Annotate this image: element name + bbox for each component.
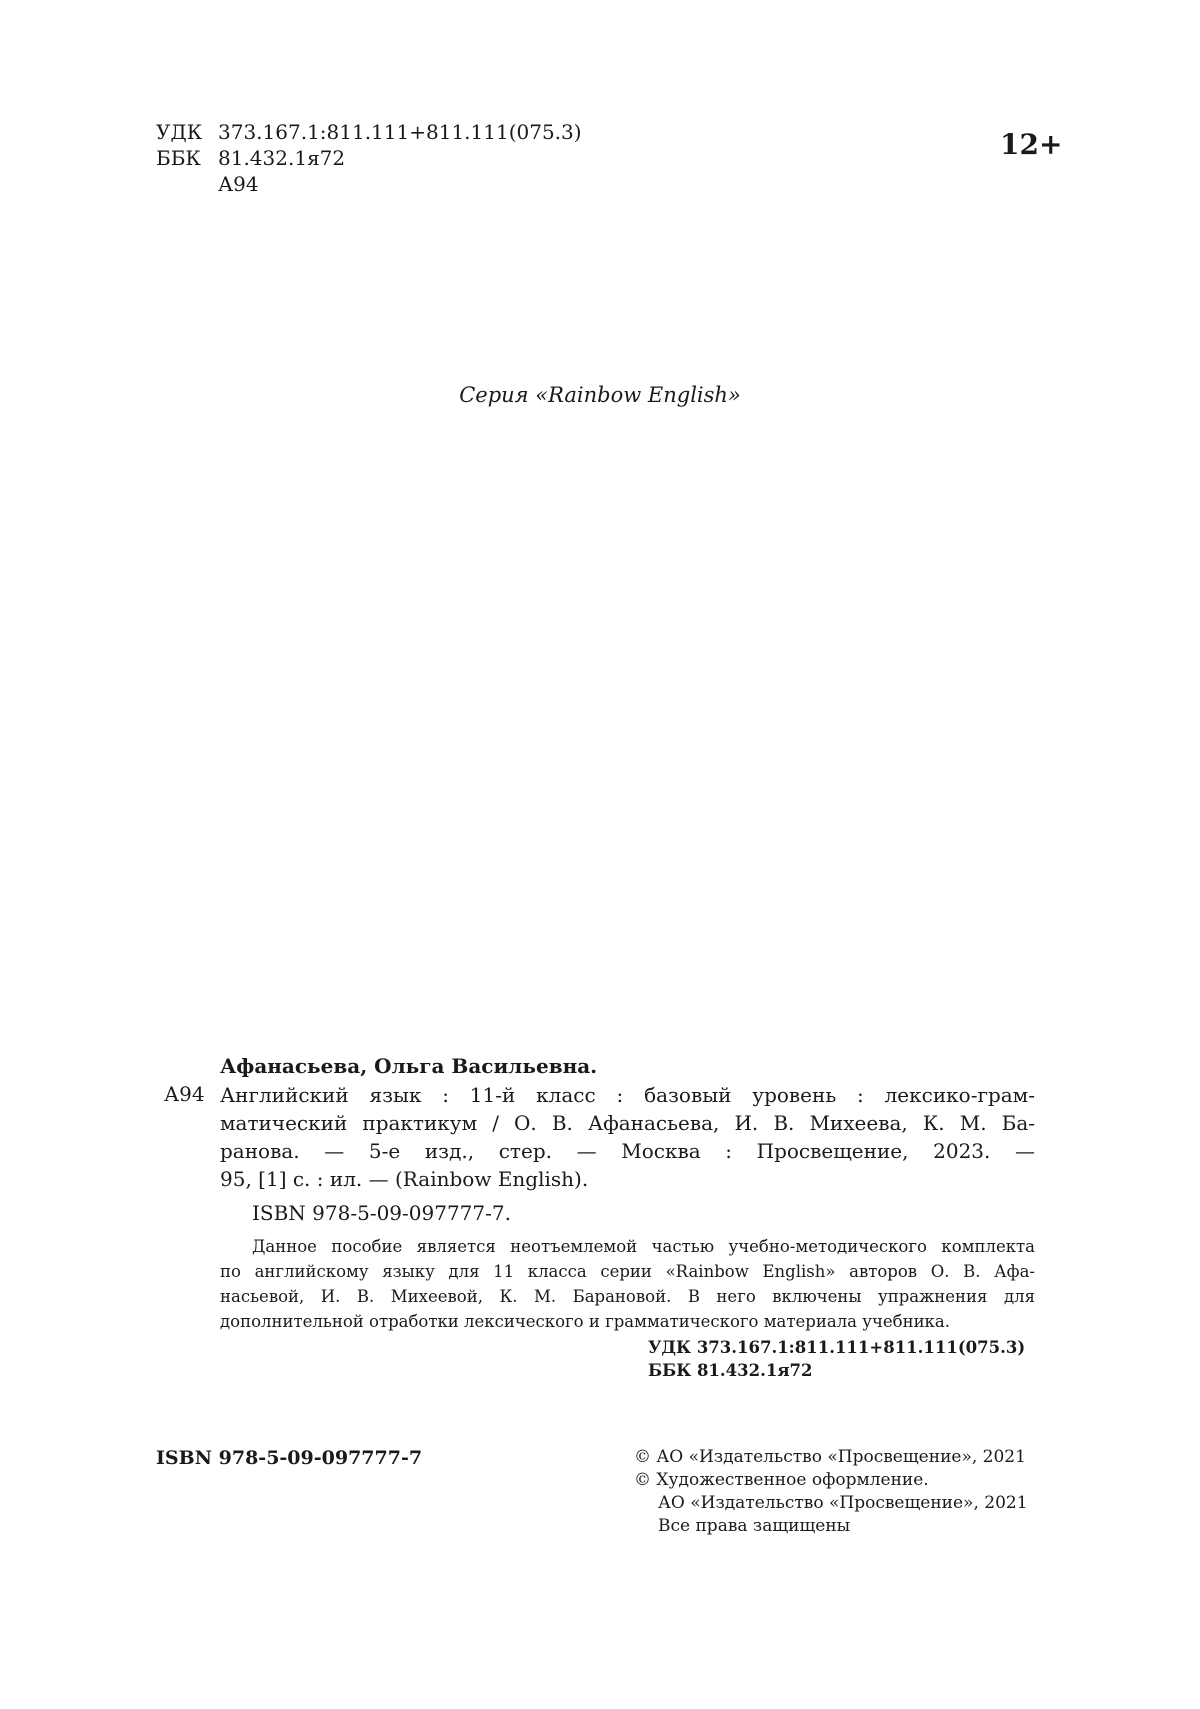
- record-author: Афанасьева, Ольга Васильевна.: [220, 1054, 598, 1078]
- copyright-line: © АО «Издательство «Просвещение», 2021: [634, 1447, 1026, 1467]
- description-line: ранова. — 5-е изд., стер. — Москва : Просвещение, 2023. —: [220, 1139, 1035, 1163]
- copyright-line: Все права защищены: [658, 1516, 851, 1536]
- bbk-label: ББК: [156, 146, 201, 170]
- annotation-line: дополнительной отработки лексического и грамматического материала учебника.: [220, 1312, 950, 1331]
- record-annotation: [220, 1234, 1035, 1334]
- age-rating: 12+: [1000, 128, 1063, 161]
- record-bbk: ББК 81.432.1я72: [648, 1361, 813, 1380]
- author-sign-row: [156, 171, 259, 197]
- udk-row: [156, 119, 582, 145]
- bbk-value: 81.432.1я72: [218, 146, 346, 170]
- annotation-line: Данное пособие является неотъемлемой частью учебно-методического комплекта: [252, 1237, 1035, 1256]
- bbk-row: [156, 145, 345, 171]
- description-line: матический практикум / О. В. Афанасьева, И. В. Михеева, К. М. Ба-: [220, 1111, 1035, 1135]
- copyright-line: АО «Издательство «Просвещение», 2021: [658, 1493, 1028, 1513]
- series-title: Серия «Rainbow English»: [459, 383, 741, 407]
- record-description: [220, 1081, 1035, 1193]
- copyright-block: [634, 1446, 1028, 1538]
- description-line: 95, [1] с. : ил. — (Rainbow English).: [220, 1167, 589, 1191]
- annotation-line: по английскому языку для 11 класса серии «Rainbow English» авторов О. В. Афа-: [220, 1262, 1035, 1281]
- description-line: Английский язык : 11-й класс : базовый уровень : лексико-грам-: [220, 1083, 1035, 1107]
- copyright-line: © Художественное оформление.: [634, 1470, 929, 1490]
- record-udk: УДК 373.167.1:811.111+811.111(075.3): [648, 1338, 1026, 1357]
- udk-label: УДК: [156, 120, 203, 144]
- record-classification: [648, 1336, 1025, 1382]
- author-sign-top: А94: [218, 172, 259, 196]
- record-author-sign: А94: [164, 1082, 205, 1106]
- isbn-bottom: ISBN 978-5-09-097777-7: [156, 1447, 423, 1469]
- record-isbn: ISBN 978-5-09-097777-7.: [252, 1201, 511, 1225]
- udk-value: 373.167.1:811.111+811.111(075.3): [218, 120, 582, 144]
- annotation-line: насьевой, И. В. Михеевой, К. М. Барановой. В него включены упражнения для: [220, 1287, 1035, 1306]
